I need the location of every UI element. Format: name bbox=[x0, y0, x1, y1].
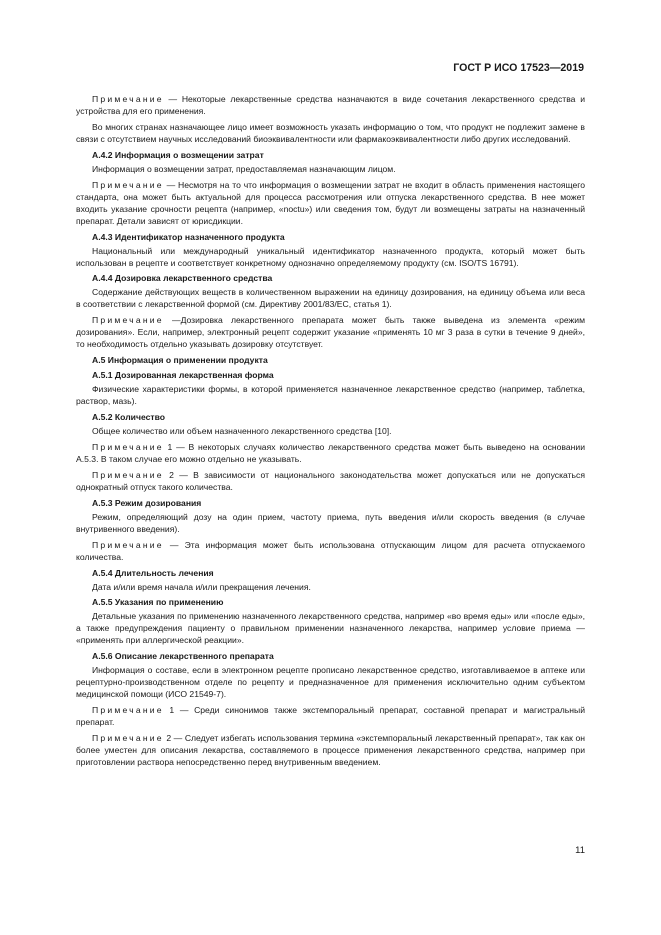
body-paragraph: Детальные указания по применению назначенного лекарственного средства, например «во время еды» или «после еды», а также предупреждения пациенту о правильном применении назначенного лекарства, например условие приема — «применять при аллергической реакции». bbox=[76, 611, 585, 645]
note-paragraph bbox=[76, 732, 585, 768]
note-label: Примечание bbox=[92, 442, 164, 452]
note-label: Примечание bbox=[92, 315, 164, 325]
note-paragraph bbox=[76, 469, 585, 493]
note-label: Примечание bbox=[92, 733, 164, 743]
document-body bbox=[76, 93, 585, 772]
body-paragraph: Информация о составе, если в электронном рецепте прописано лекарственное средство, изготавливаемое в аптеке или рецептурно-производственном отделе по рецепту и предназначенное для применения исключительно одним субъектом медицинской помощи (ИСО 21549-7). bbox=[76, 665, 585, 699]
section-heading: А.5.4 Длительность лечения bbox=[92, 568, 214, 578]
note-text: 1 — В некоторых случаях количество лекарственного средства может быть выведено на основании А.5.3. В таком случае его можно отдельно не указывать. bbox=[76, 442, 585, 464]
note-paragraph bbox=[76, 93, 585, 117]
note-paragraph bbox=[76, 314, 585, 350]
section-heading: А.4.2 Информация о возмещении затрат bbox=[92, 150, 264, 160]
section-heading: А.5 Информация о применении продукта bbox=[92, 355, 268, 365]
section-heading: А.5.5 Указания по применению bbox=[92, 597, 224, 607]
note-text: — Несмотря на то что информация о возмещении затрат не входит в область применения настоящего стандарта, она может быть актуальной для процесса рассмотрения или отпуска лекарственного средства. В нее может входить указание срочности рецепта (например, «noctu») или сведения том, будут ли возмещены затраты на назначенный препарат. Детали зависят от юрисдикции. bbox=[76, 180, 585, 226]
note-paragraph bbox=[76, 441, 585, 465]
note-label: Примечание bbox=[92, 94, 164, 104]
note-paragraph bbox=[76, 539, 585, 563]
note-text: — Эта информация может быть использована отпускающим лицом для расчета отпускаемого количества. bbox=[76, 540, 585, 562]
section-heading: А.5.2 Количество bbox=[92, 412, 166, 422]
body-paragraph: Во многих странах назначающее лицо имеет возможность указать информацию о том, что продукт не подлежит замене в связи с отсутствием научных исследований биоэквивалентности или фармакоэквивалентности либо других исследований. bbox=[76, 122, 585, 144]
section-heading: А.5.6 Описание лекарственного препарата bbox=[92, 651, 274, 661]
note-label: Примечание bbox=[92, 180, 164, 190]
body-paragraph: Национальный или международный уникальный идентификатор назначенного продукта, который может быть использован в рецепте и соответствует конкретному однозначно определяемому продукту (см. ISO/TS 16791). bbox=[76, 246, 585, 268]
body-paragraph: Информация о возмещении затрат, предоставляемая назначающим лицом. bbox=[92, 164, 396, 174]
note-label: Примечание bbox=[92, 705, 164, 715]
body-paragraph: Дата и/или время начала и/или прекращения лечения. bbox=[92, 582, 311, 592]
section-heading: А.4.3 Идентификатор назначенного продукта bbox=[92, 232, 285, 242]
note-text: —Дозировка лекарственного препарата может быть также выведена из элемента «режим дозирования». Если, например, электронный рецепт содержит указание «применять 10 мг 3 раза в сутки в течение 9 дней», то необходимость отдельно указывать дозировку отсутствует. bbox=[76, 315, 585, 349]
note-text: 1 — Среди синонимов также экстемпоральный препарат, составной препарат и магистральный препарат. bbox=[76, 705, 585, 727]
page-number: 11 bbox=[575, 845, 585, 856]
section-heading: А.4.4 Дозировка лекарственного средства bbox=[92, 273, 273, 283]
body-paragraph: Общее количество или объем назначенного лекарственного средства [10]. bbox=[92, 426, 392, 436]
body-paragraph: Содержание действующих веществ в количественном выражении на единицу дозирования, на единицу объема или веса в соответствии с лекарственной формой (см. Директиву 2001/83/ЕС, статья 1). bbox=[76, 287, 585, 309]
note-text: 2 — В зависимости от национального законодательства может допускаться или не допускаться однократный отпуск такого количества. bbox=[76, 470, 585, 492]
note-text: — Некоторые лекарственные средства назначаются в виде сочетания лекарственного средства и устройства для его применения. bbox=[76, 94, 585, 116]
section-heading: А.5.1 Дозированная лекарственная форма bbox=[92, 370, 274, 380]
note-text: 2 — Следует избегать использования термина «экстемпоральный лекарственный препарат», так как он более уместен для описания лекарства, составляемого в процессе применения лекарственного средства, например при приготовлении раствора непосредственно перед внутривенным введением. bbox=[76, 733, 585, 767]
note-paragraph bbox=[76, 704, 585, 728]
body-paragraph: Физические характеристики формы, в которой применяется назначенное лекарственное средство (например, таблетка, раствор, мазь). bbox=[76, 384, 585, 406]
note-paragraph bbox=[76, 179, 585, 227]
body-paragraph: Режим, определяющий дозу на один прием, частоту приема, путь введения и/или скорость введения (в случае внутривенного введения). bbox=[76, 512, 585, 534]
note-label: Примечание bbox=[92, 470, 164, 480]
document-header: ГОСТ Р ИСО 17523—2019 bbox=[453, 62, 584, 74]
section-heading: А.5.3 Режим дозирования bbox=[92, 498, 202, 508]
note-label: Примечание bbox=[92, 540, 164, 550]
